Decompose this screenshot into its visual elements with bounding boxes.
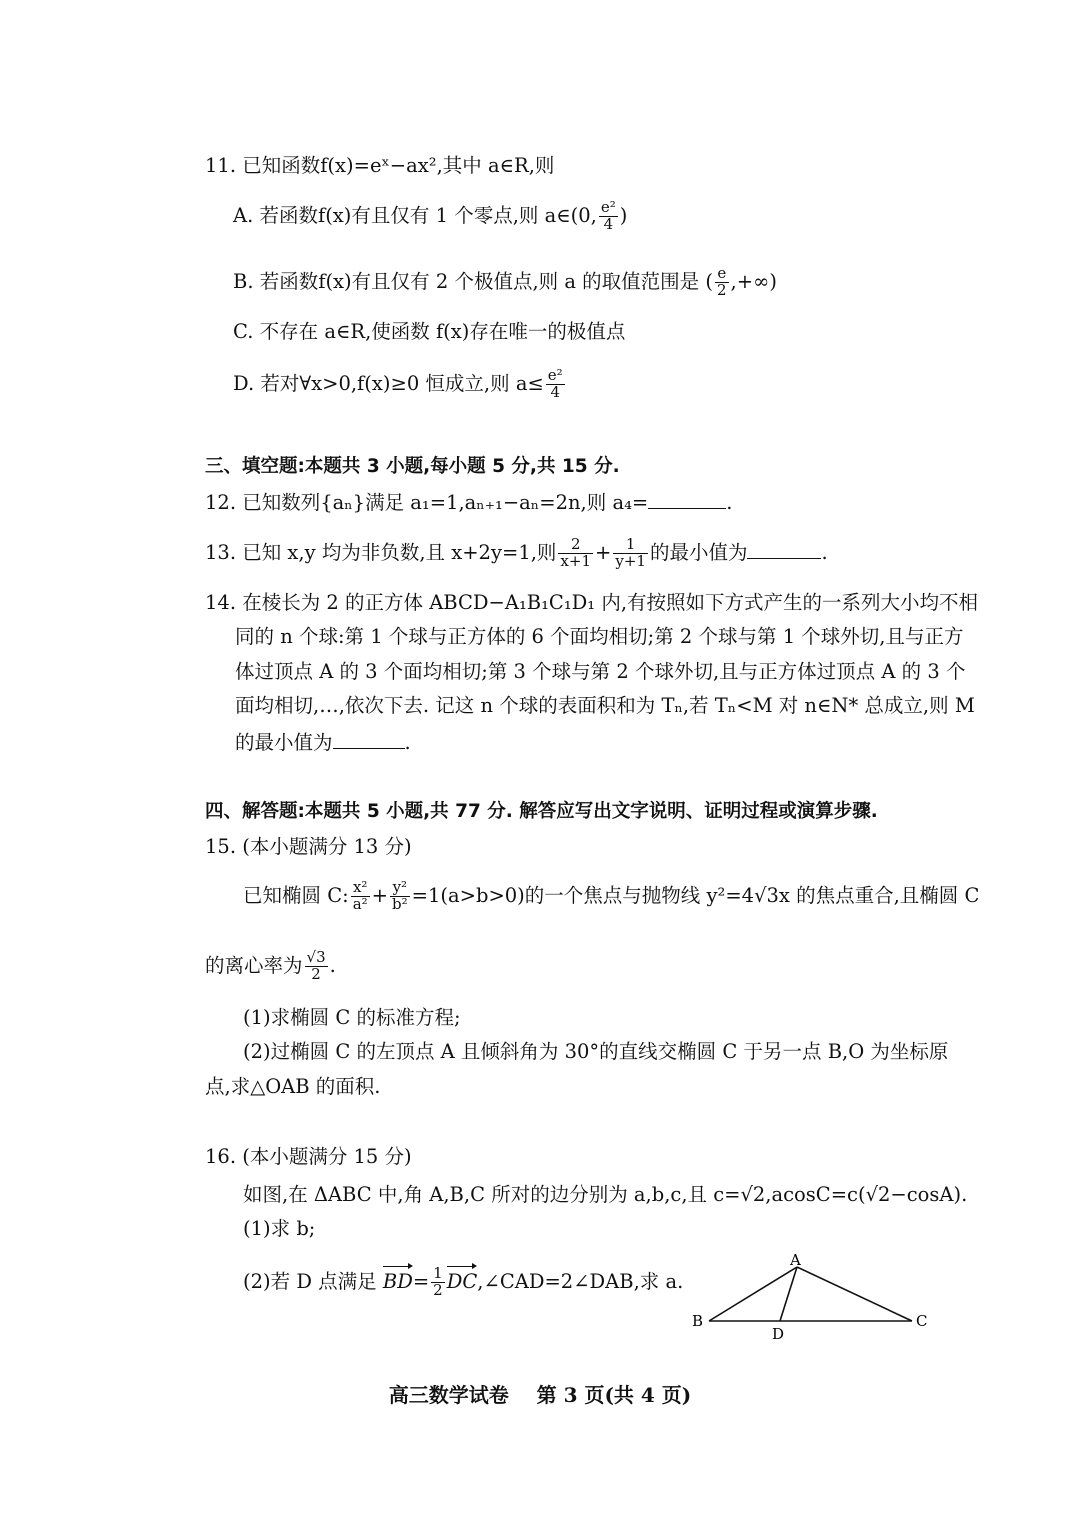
q14-line-4: 面均相切,…,依次下去. 记这 n 个球的表面积和为 Tₙ,若 Tₙ<M 对 n∈N* 总成立,则 M	[235, 694, 975, 717]
triangle-figure	[680, 1245, 940, 1345]
answer-blank	[648, 492, 726, 509]
q15-part-1: (1)求椭圆 C 的标准方程;	[243, 1006, 461, 1029]
q14-line-3: 体过顶点 A 的 3 个面均相切;第 3 个球与第 2 个球外切,且与正方体过顶点 A 的 3 个	[235, 660, 966, 683]
q14-line-2: 同的 n 个球:第 1 个球与正方体的 6 个面均相切;第 2 个球与第 1 个球外切,且与正方	[235, 625, 964, 648]
label-b: B	[692, 1312, 704, 1330]
fraction: $\frac{√3}{2}$	[306, 948, 326, 983]
q16-title: 16. (本小题满分 15 分)	[205, 1145, 412, 1168]
label-d: D	[772, 1325, 785, 1343]
fraction: $\frac{\text{e²}}{4}$	[547, 366, 563, 401]
q15-line-1: 已知椭圆 C: $\frac{\text{x²}}{\text{a²}}$ + $\frac{\text{y²}}{\text{b²}}$ =1(a>b>0)的一个焦点与抛物线 y²=4√3x 的焦点重合,且椭圆 C	[243, 878, 980, 913]
q16-part-2: (2)若 D 点满足 BD= $\frac{1}{2}$ DC,∠CAD=2∠DAB,求 a.	[243, 1264, 684, 1299]
q15-part-2-line-1: (2)过椭圆 C 的左顶点 A 且倾斜角为 30°的直线交椭圆 C 于另一点 B,O 为坐标原	[243, 1040, 949, 1063]
fraction: $\frac{\text{y²}}{\text{b²}}$	[392, 878, 408, 913]
q11-option-b: B. 若函数f(x)有且仅有 2 个极值点,则 a 的取值范围是 ( $\frac{e}{2}$ ,+∞)	[233, 264, 777, 299]
q14-line-5: 的最小值为 .	[235, 731, 411, 754]
vector-dc: DC	[447, 1268, 478, 1296]
side-ac	[797, 1267, 912, 1321]
q16-part-1: (1)求 b;	[243, 1217, 316, 1240]
q16-line-1: 如图,在 ΔABC 中,角 A,B,C 所对的边分别为 a,b,c,且 c=√2,acosC=c(√2−cosA).	[243, 1183, 968, 1206]
page-footer: 高三数学试卷 第 3 页(共 4 页)	[388, 1383, 692, 1407]
q11-option-c: C. 不存在 a∈R,使函数 f(x)存在唯一的极值点	[233, 320, 626, 343]
section-4-heading: 四、解答题:本题共 5 小题,共 77 分. 解答应写出文字说明、证明过程或演算步骤.	[205, 801, 878, 822]
fraction: $\frac{2}{x+1}$	[560, 535, 591, 570]
answer-blank	[333, 732, 405, 749]
fraction: $\frac{\text{x²}}{\text{a²}}$	[352, 878, 368, 913]
fraction: $\frac{e}{2}$	[717, 264, 727, 299]
q15-line-2: 的离心率为 $\frac{√3}{2}$ .	[205, 948, 336, 983]
q13: 13. 已知 x,y 均为非负数,且 x+2y=1,则 $\frac{2}{x+1}$ + $\frac{1}{y+1}$ 的最小值为 .	[205, 535, 828, 570]
fraction: $\frac{1}{2}$	[433, 1264, 443, 1299]
q15-part-2-line-2: 点,求△OAB 的面积.	[205, 1075, 381, 1098]
q11-option-a: A. 若函数f(x)有且仅有 1 个零点,则 a∈(0, $\frac{\text{e²}}{4}$ )	[233, 198, 628, 233]
side-ab	[709, 1267, 797, 1321]
label-a: A	[790, 1251, 801, 1269]
fraction: $\frac{\text{e²}}{4}$	[600, 198, 616, 233]
section-3-heading: 三、填空题:本题共 3 小题,每小题 5 分,共 15 分.	[205, 456, 620, 477]
q11-option-d: D. 若对∀x>0,f(x)≥0 恒成立,则 a≤ $\frac{\text{e²}}{4}$	[233, 366, 563, 401]
fraction: $\frac{1}{y+1}$	[615, 535, 646, 570]
q12: 12. 已知数列{aₙ}满足 a₁=1,aₙ₊₁−aₙ=2n,则 a₄= .	[205, 491, 733, 514]
vector-bd: BD	[383, 1268, 413, 1296]
q15-title: 15. (本小题满分 13 分)	[205, 835, 412, 858]
q11-stem: 11. 已知函数f(x)=eˣ−ax²,其中 a∈R,则	[205, 154, 555, 177]
q14-line-1: 14. 在棱长为 2 的正方体 ABCD−A₁B₁C₁D₁ 内,有按照如下方式产生的一系列大小均不相	[205, 591, 979, 614]
answer-blank	[747, 542, 821, 559]
label-c: C	[916, 1312, 928, 1330]
